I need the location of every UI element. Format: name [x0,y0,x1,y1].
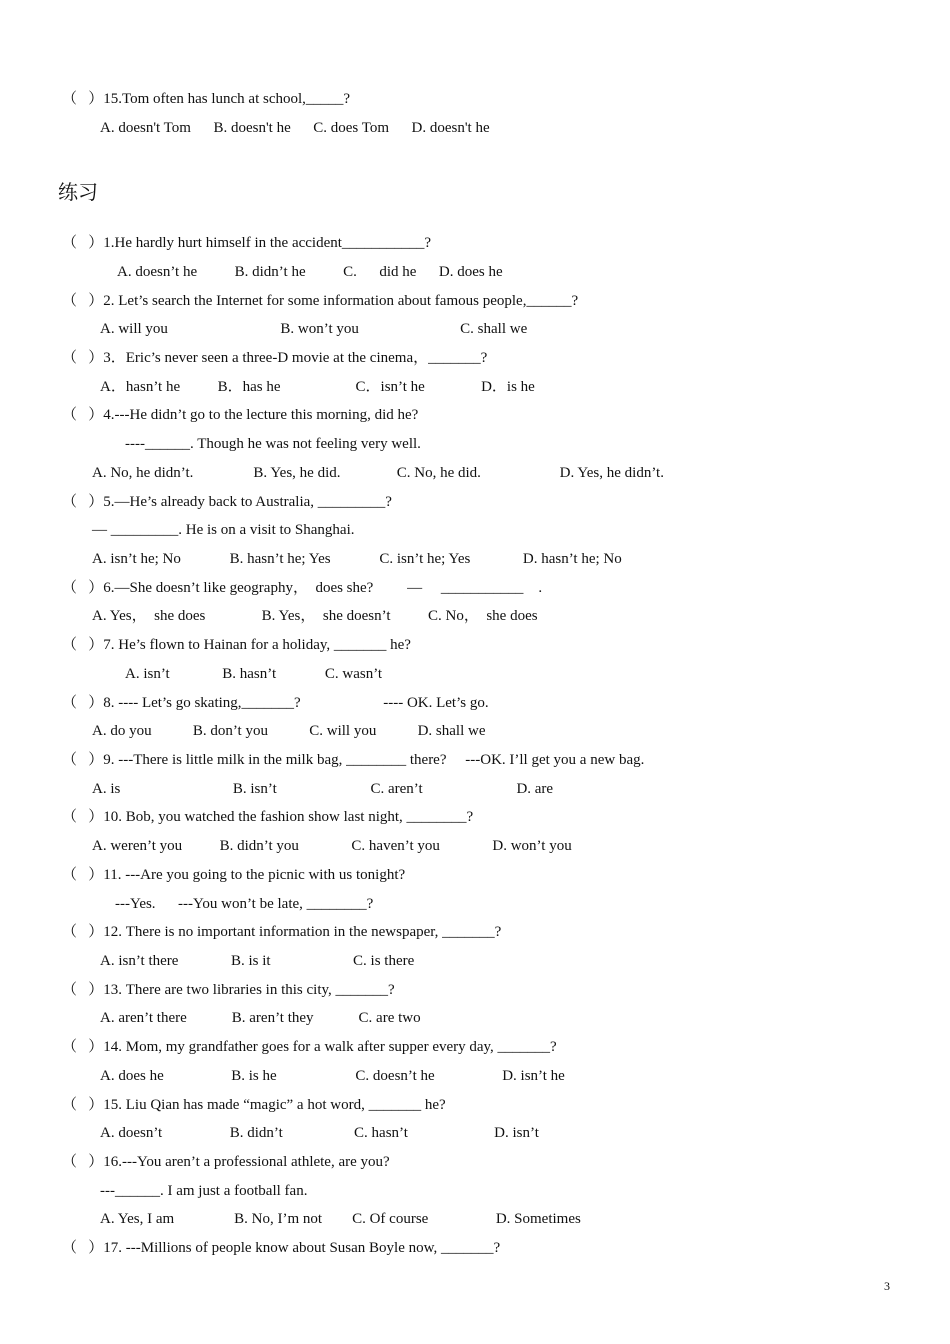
section-heading: 练习 [58,180,98,204]
text-line: （ ）14. Mom, my grandfather goes for a walk after supper every day, _______? [62,1039,557,1055]
text-line: A. isn’t there B. is it C. is there [100,953,415,969]
text-line: A. Yes, I am B. No, I’m not C. Of course D. Sometimes [100,1211,581,1227]
text-line: A. doesn’t he B. didn’t he C. did he D. does he [117,264,503,280]
text-line: （ ）1.He hardly hurt himself in the accident___________? [62,235,432,251]
text-line: （ ）6.—She doesn’t like geography， does she? — ___________ . [62,580,543,596]
text-line: A. will you B. won’t you C. shall we [100,321,528,337]
text-line: A. do you B. don’t you C. will you D. shall we [92,723,486,739]
text-line: （ ）10. Bob, you watched the fashion show last night, ________? [62,809,474,825]
text-line: A. does he B. is he C. doesn’t he D. isn’t he [100,1068,565,1084]
text-line: — _________. He is on a visit to Shanghai. [92,522,355,538]
text-line: （ ）5.—He’s already back to Australia, _________? [62,494,392,510]
text-line: （ ）13. There are two libraries in this city, _______? [62,982,395,998]
text-line: A. Yes， she does B. Yes， she doesn’t C. No， she does [92,608,538,624]
text-line: （ ）15. Liu Qian has made “magic” a hot word, _______ he? [62,1097,446,1113]
text-line: A. doesn’t B. didn’t C. hasn’t D. isn’t [100,1125,539,1141]
text-line: A. isn’t he; No B. hasn’t he; Yes C. isn’t he; Yes D. hasn’t he; No [92,551,622,567]
text-line: （ ）16.---You aren’t a professional athlete, are you? [62,1154,390,1170]
text-line: （ ）3．Eric’s never seen a three-D movie at the cinema，_______? [62,350,488,366]
text-line: （ ）9. ---There is little milk in the milk bag, ________ there? ---OK. I’ll get you a new bag. [62,752,645,768]
text-line: （ ）12. There is no important information in the newspaper, _______? [62,924,502,940]
text-line: （ ）7. He’s flown to Hainan for a holiday, _______ he? [62,637,411,653]
text-line: ---______. I am just a football fan. [100,1183,308,1199]
text-line: （ ）2. Let’s search the Internet for some information about famous people,______? [62,293,579,309]
text-line: A. is B. isn’t C. aren’t D. are [92,781,554,797]
text-line: A. isn’t B. hasn’t C. wasn’t [125,666,383,682]
text-line: （ ）8. ---- Let’s go skating,_______? ---- OK. Let’s go. [62,695,489,711]
text-line: A．hasn’t he B．has he C．isn’t he D．is he [100,379,535,395]
text-line: A. doesn't Tom B. doesn't he C. does Tom D. doesn't he [100,120,490,136]
text-line: A. aren’t there B. aren’t they C. are two [100,1010,421,1026]
text-line: A. No, he didn’t. B. Yes, he did. C. No, he did. D. Yes, he didn’t. [92,465,664,481]
text-line: （ ）15.Tom often has lunch at school,_____? [62,91,351,107]
text-line: A. weren’t you B. didn’t you C. haven’t you D. won’t you [92,838,572,854]
text-line: ----______. Though he was not feeling very well. [125,436,421,452]
text-line: ---Yes. ---You won’t be late, ________? [115,896,374,912]
text-line: （ ）17. ---Millions of people know about Susan Boyle now, _______? [62,1240,501,1256]
text-line: （ ）4.---He didn’t go to the lecture this morning, did he? [62,407,419,423]
page-number: 3 [884,1279,890,1293]
text-line: （ ）11. ---Are you going to the picnic with us tonight? [62,867,406,883]
